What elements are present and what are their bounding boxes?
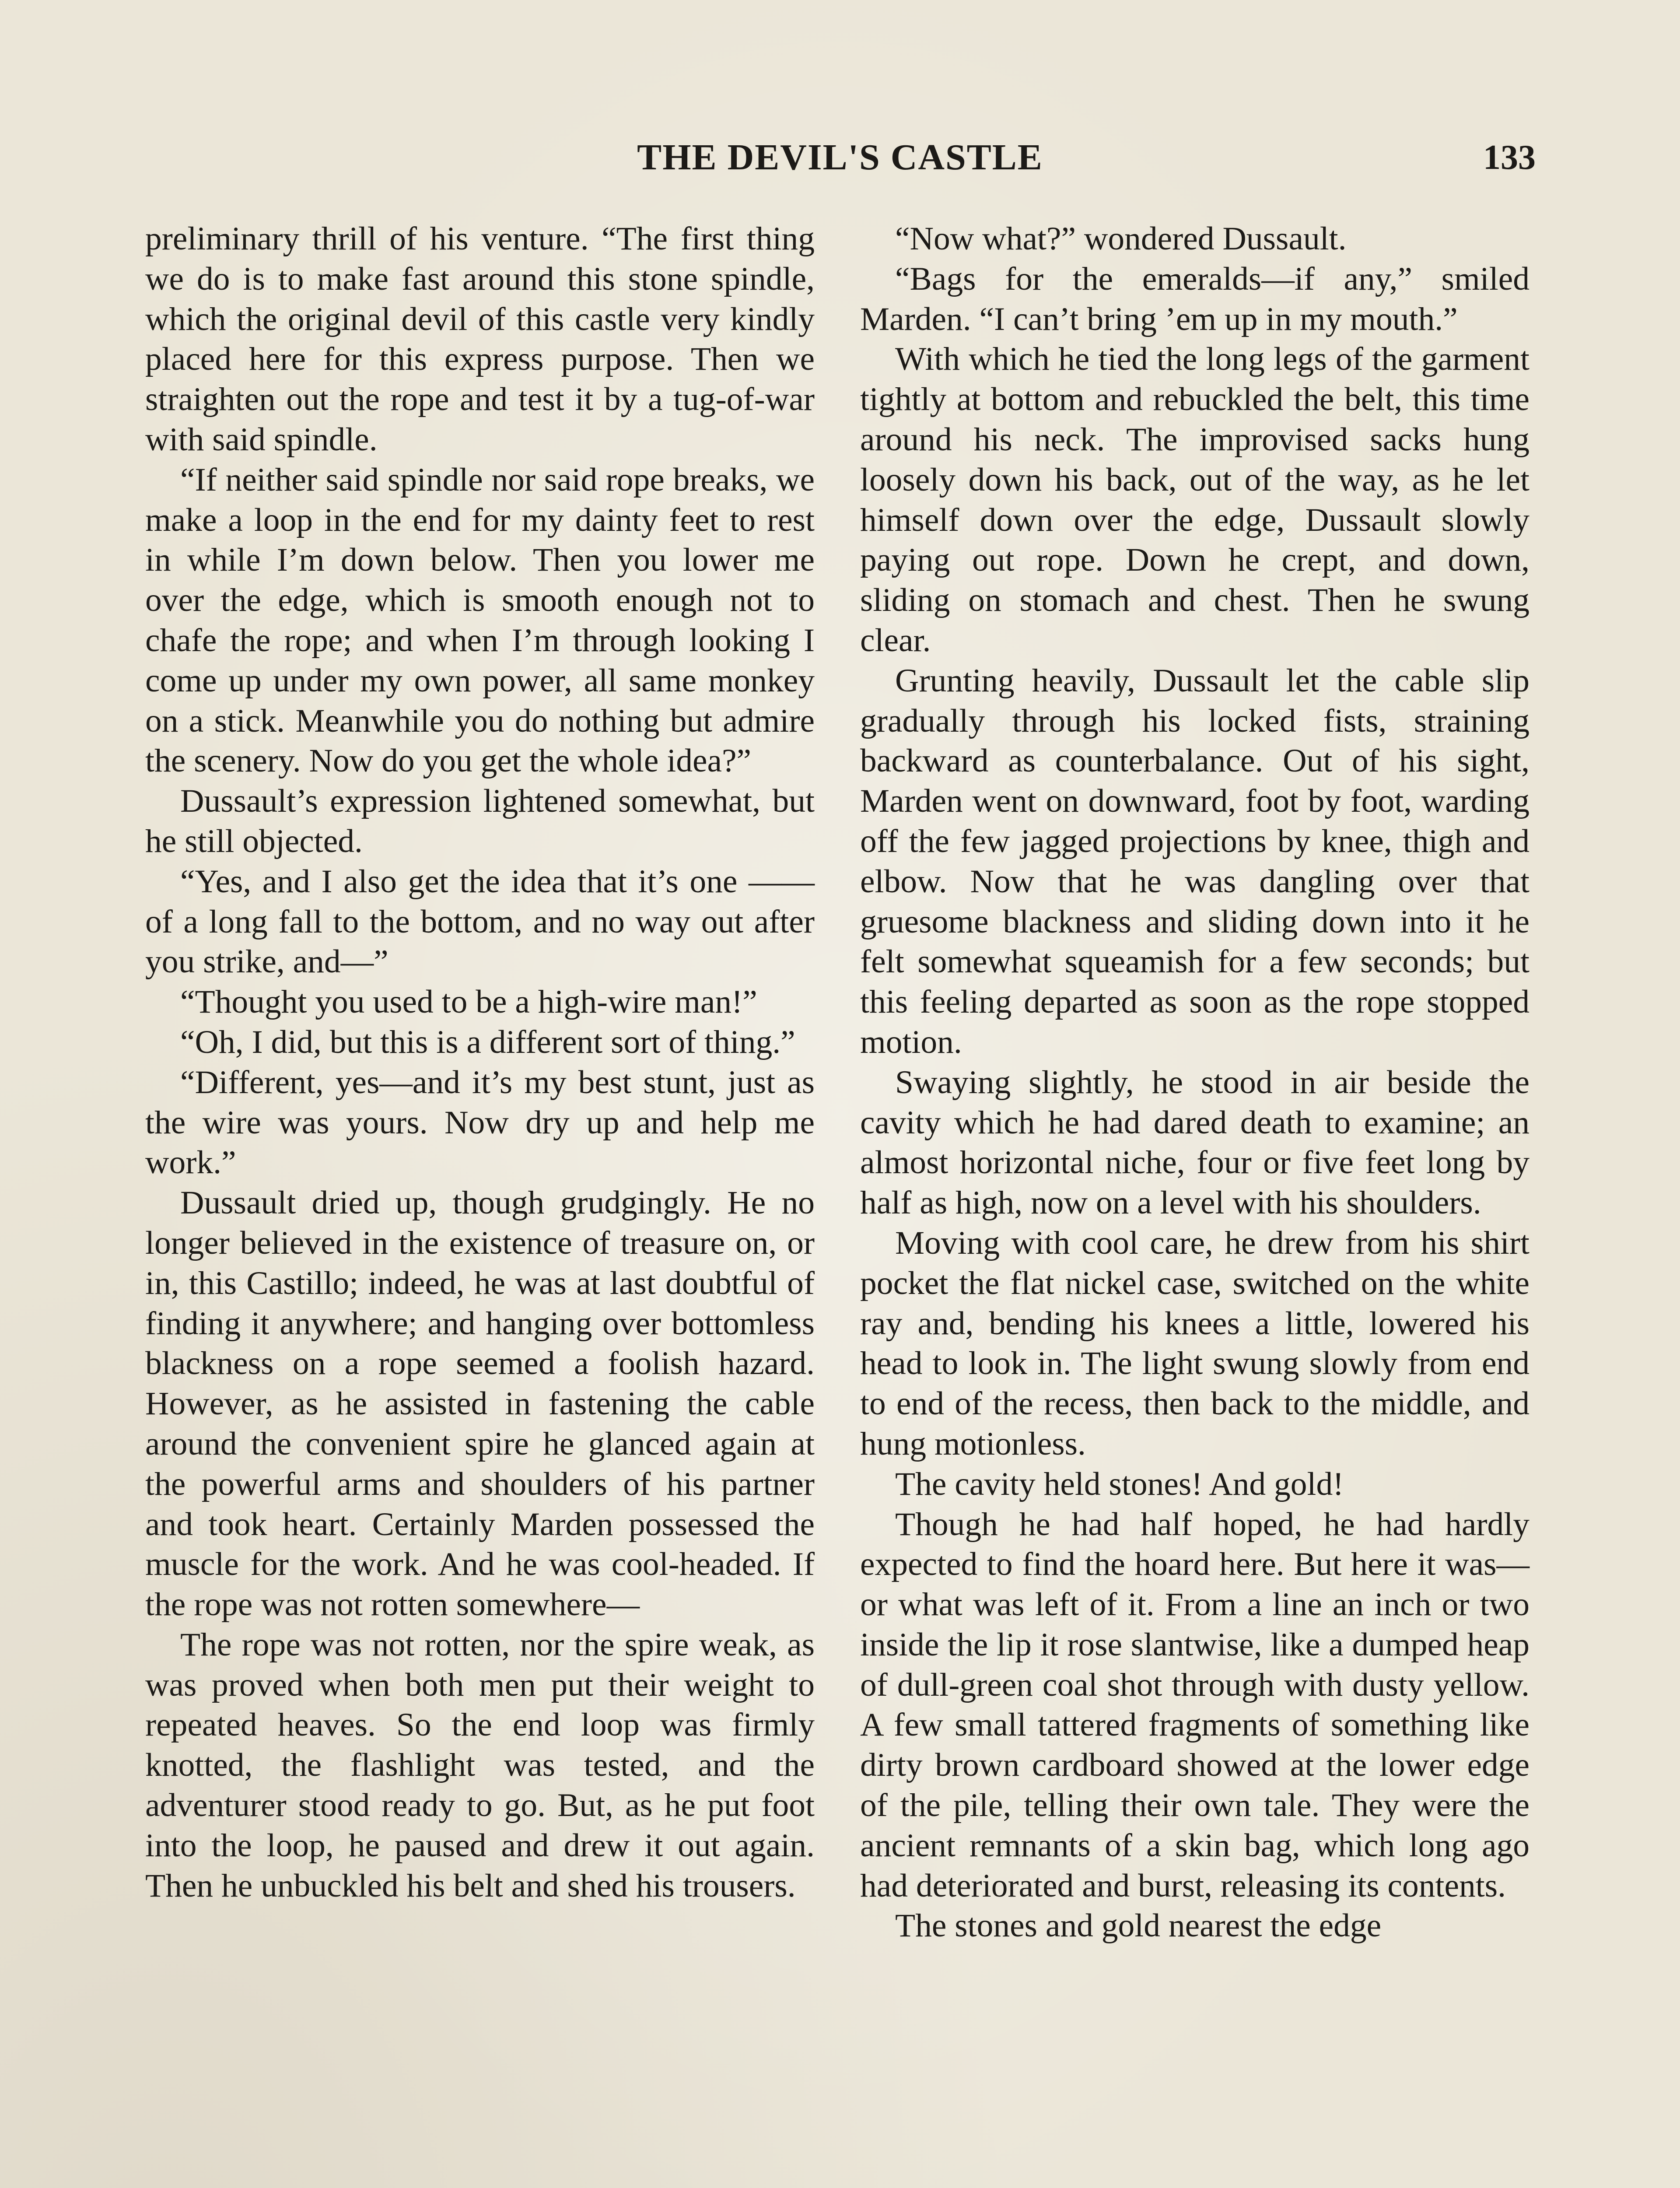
paragraph: “Yes, and I also get the idea that it’s one —— of a long fall to the bottom, and no way out after you strike, and—” [145,863,815,980]
paragraph: Swaying slightly, he stood in air beside the cavity which he had dared death to examine; an almost horizontal niche, four or five feet long by half as high, now on a level with his shoulders. [860,1064,1530,1221]
paragraph: With which he tied the long legs of the garment tightly at bottom and rebuckled the belt, this time around his neck. The improvised sacks hung loosely down his back, out of the way, as he let himself down over the edge, Dussault slowly paying out rope. Down he crept, and down, sliding on stomach and chest. Then he swung clear. [860,341,1530,659]
paragraph: “Different, yes—and it’s my best stunt, just as the wire was yours. Now dry up and help me work.” [145,1064,815,1181]
paragraph: preliminary thrill of his venture. “The first thing we do is to make fast around this stone spindle, which the original devil of this castle very kindly placed here for this express purpose. Then we straighten out the rope and test it by a tug-of-war with said spindle. [145,221,815,458]
right-column [860,219,1530,1946]
running-head [144,133,1536,182]
running-title: THE DEVIL'S CASTLE [637,137,1043,178]
paragraph: “Thought you used to be a high-wire man!” [180,984,757,1020]
paragraph: “Now what?” wondered Dussault. [895,221,1347,257]
paragraph: Dussault dried up, though grudgingly. He no longer believed in the existence of treasure on, or in, this Castillo; indeed, he was at last doubtful of finding it anywhere; and hanging over bottomless blackness on a rope seemed a foolish hazard. However, as he assisted in fastening the cable around the convenient spire he glanced again at the powerful arms and shoulders of his partner and took heart. Certainly Marden possessed the muscle for the work. And he was cool-headed. If the rope was not rotten somewhere— [145,1185,815,1623]
paragraph: “Bags for the emeralds—if any,” smiled Marden. “I can’t bring ’em up in my mouth.” [860,260,1530,337]
paragraph: Dussault’s expression lightened somewhat, but he still objected. [145,783,815,859]
paragraph: “If neither said spindle nor said rope breaks, we make a loop in the end for my dainty feet to rest in while I’m down below. Then you lower me over the edge, which is smooth enough not to chafe the rope; and when I’m through looking I come up under my own power, all same monkey on a stick. Meanwhile you do nothing but admire the scenery. Now do you get the whole idea?” [145,461,815,779]
left-column [145,219,815,1906]
paragraph: Grunting heavily, Dussault let the cable slip gradually through his locked fists, straining backward as counterbalance. Out of his sight, Marden went on downward, foot by foot, warding off the few jagged projections by knee, thigh and elbow. Now that he was dangling over that gruesome blackness and sliding down into it he felt somewhat squeamish for a few seconds; but this feeling departed as soon as the rope stopped motion. [860,662,1530,1060]
page-number: 133 [1483,138,1536,177]
paragraph: The cavity held stones! And gold! [895,1466,1344,1502]
paragraph: Though he had half hoped, he had hardly expected to find the hoard here. But here it was—or what was left of it. From a line an inch or two inside the lip it rose slantwise, like a dumped heap of dull-green coal shot through with dusty yellow. A few small tattered fragments of something like dirty brown cardboard showed at the lower edge of the pile, telling their own tale. They were the ancient remnants of a skin bag, which long ago had deteriorated and burst, releasing its contents. [860,1506,1530,1904]
paragraph: Moving with cool care, he drew from his shirt pocket the flat nickel case, switched on the white ray and, bending his knees a little, lowered his head to look in. The light swung slowly from end to end of the recess, then back to the middle, and hung motionless. [860,1224,1530,1462]
paragraph: “Oh, I did, but this is a different sort of thing.” [180,1024,795,1060]
paragraph: The stones and gold nearest the edge [895,1907,1382,1944]
paragraph: The rope was not rotten, nor the spire weak, as was proved when both men put their weight to repeated heaves. So the end loop was firmly knotted, the flashlight was tested, and the adventurer stood ready to go. But, as he put foot into the loop, he paused and drew it out again. Then he unbuckled his belt and shed his trousers. [145,1626,815,1904]
